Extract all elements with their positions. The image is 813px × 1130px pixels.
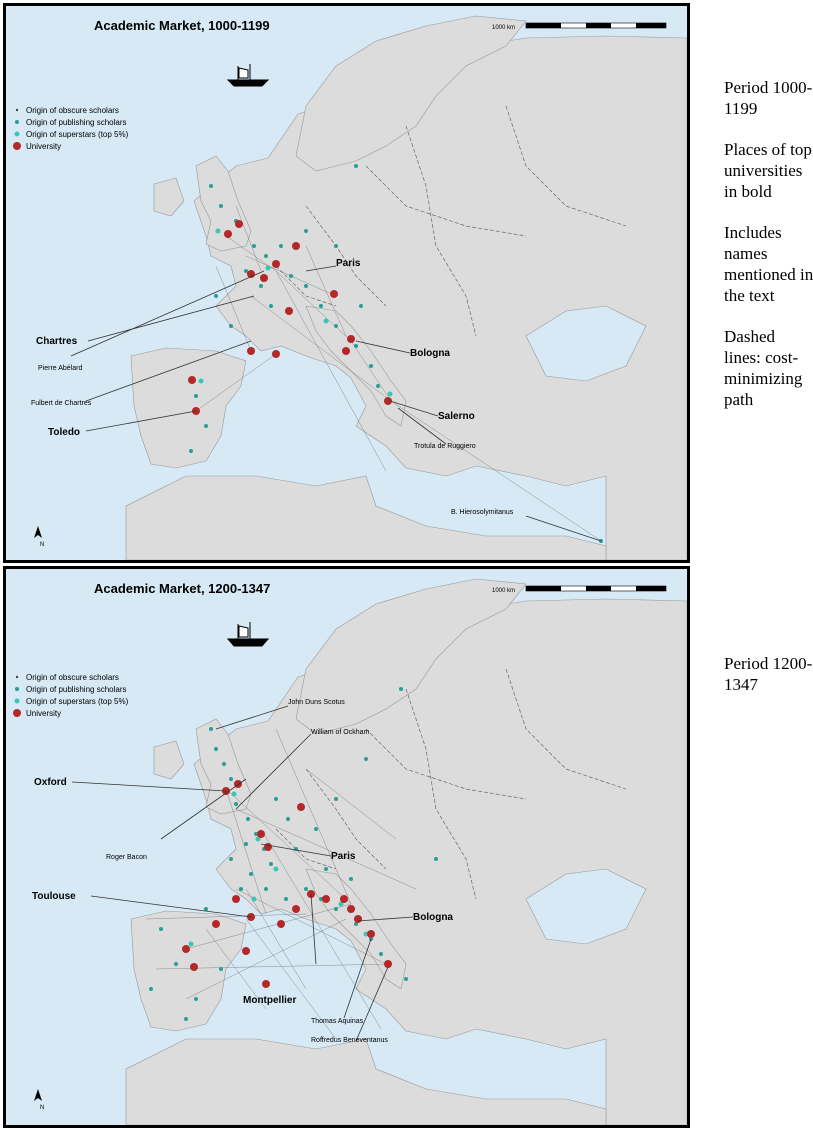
- name-label-fulbert: Fulbert de Chartres: [31, 400, 92, 407]
- legend-superstar: Origin of superstars (top 5%): [26, 130, 129, 139]
- legend-publishing: Origin of publishing scholars: [26, 118, 127, 127]
- place-label-paris: Paris: [331, 851, 356, 862]
- north-label: N: [40, 542, 45, 548]
- name-label-roger-bacon: Roger Bacon: [106, 854, 147, 861]
- place-label-chartres: Chartres: [36, 336, 78, 347]
- place-label-bologna: Bologna: [410, 348, 450, 359]
- name-label-aquinas: Thomas Aquinas: [311, 1018, 364, 1025]
- north-label: N: [40, 1105, 45, 1111]
- place-label-salerno: Salerno: [438, 411, 475, 422]
- legend-university: University: [26, 142, 62, 151]
- side-notes-top: [724, 77, 813, 430]
- scale-label: 1000 km: [492, 588, 516, 594]
- name-label-roffredus: Roffredus Beneventanus: [311, 1037, 388, 1044]
- legend-superstar: Origin of superstars (top 5%): [26, 697, 129, 706]
- note-bold-places: Places of top universities in bold: [724, 140, 812, 201]
- note-period-2: Period 1200-1347: [724, 654, 813, 694]
- side-notes-bottom: [724, 653, 813, 715]
- map-panel-1200-1347: [3, 566, 690, 1128]
- map-title: Academic Market, 1000-1199: [94, 18, 270, 33]
- place-label-toledo: Toledo: [48, 427, 81, 438]
- scale-label: 1000 km: [492, 25, 516, 31]
- map-title: Academic Market, 1200-1347: [94, 581, 271, 596]
- place-label-toulouse: Toulouse: [32, 891, 76, 902]
- note-dashed-lines: Dashed lines: cost-minimizing path: [724, 327, 803, 409]
- note-names: Includes names mentioned in the text: [724, 223, 813, 305]
- place-label-montpellier: Montpellier: [243, 995, 297, 1006]
- legend-publishing: Origin of publishing scholars: [26, 685, 127, 694]
- legend-obscure: Origin of obscure scholars: [26, 673, 119, 682]
- name-label-pierre-abelard: Pierre Abélard: [38, 365, 83, 372]
- note-period-1: Period 1000-1199: [724, 78, 813, 118]
- place-label-bologna: Bologna: [413, 912, 453, 923]
- name-label-trotula: Trotula de Ruggiero: [414, 443, 476, 450]
- name-label-hierosolymitanus: B. Hierosolymitanus: [451, 509, 514, 516]
- name-label-ockham: William of Ockham: [311, 729, 370, 736]
- place-label-oxford: Oxford: [34, 777, 67, 788]
- name-label-duns-scotus: John Duns Scotus: [288, 699, 345, 706]
- legend-obscure: Origin of obscure scholars: [26, 106, 119, 115]
- legend-university: University: [26, 709, 62, 718]
- place-label-paris: Paris: [336, 258, 361, 269]
- map-panel-1000-1199: [3, 3, 690, 563]
